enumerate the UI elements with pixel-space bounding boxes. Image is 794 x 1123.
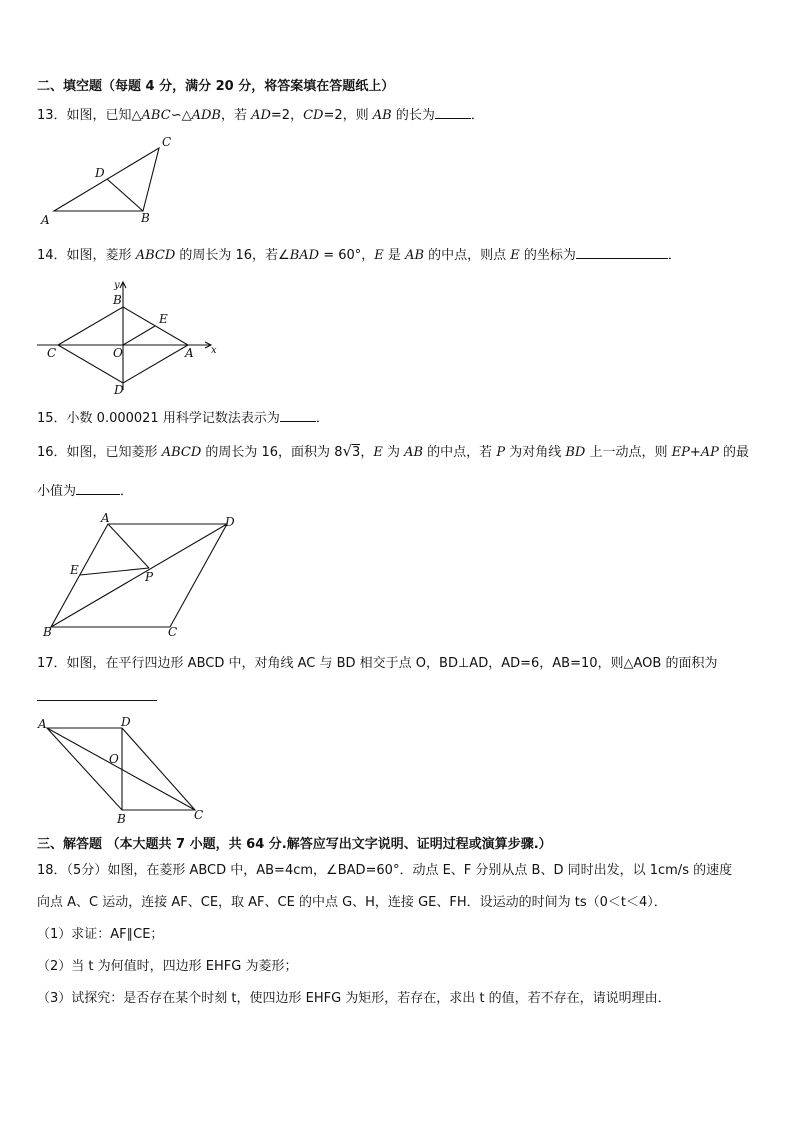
segment-ap — [108, 524, 149, 568]
label-c: C — [194, 808, 204, 822]
label-e: E — [159, 312, 168, 326]
label-c: C — [162, 135, 172, 149]
q14-figure — [35, 278, 235, 398]
label-c: C — [168, 625, 178, 639]
segment-ep — [80, 568, 149, 575]
triangle-abc — [54, 148, 159, 211]
section2-heading: 二、填空题（每题 4 分，满分 20 分，将答案填在答题纸上） — [37, 79, 395, 94]
section3-heading: 三、解答题 （本大题共 7 小题，共 64 分.解答应写出文字说明、证明过程或演算步骤.） — [37, 837, 552, 852]
label-x: x — [211, 345, 217, 356]
label-b: B — [141, 211, 150, 225]
label-y: y — [114, 280, 120, 291]
label-d: D — [114, 383, 124, 397]
label-o: O — [113, 346, 123, 360]
segment-db — [107, 179, 143, 211]
label-a: A — [38, 717, 47, 731]
sqrt-sign: √ — [342, 442, 353, 460]
label-d: D — [95, 166, 105, 180]
q16-figure — [35, 512, 255, 647]
answer-blank — [435, 105, 471, 119]
answer-blank — [280, 408, 316, 422]
label-c: C — [47, 346, 57, 360]
q16-text-line2: 小值为 ． — [37, 481, 133, 501]
q13-text: 13．如图，已知△ABC∽△ADB，若 AD=2，CD=2，则 AB 的长为 ． — [37, 105, 484, 125]
q18-part3: （3）试探究：是否存在某个时刻 t，使四边形 EHFG 为矩形，若存在，求出 t 的值，若不存在，请说明理由． — [37, 991, 671, 1006]
q18-part2: （2）当 t 为何值时，四边形 EHFG 为菱形； — [37, 959, 298, 974]
answer-blank — [576, 245, 668, 259]
q18-line1: 18．（5分）如图，在菱形 ABCD 中，AB=4cm，∠BAD=60°．动点 E、F 分别从点 B、D 同时出发，以 1cm/s 的速度 — [37, 863, 733, 878]
label-d: D — [225, 515, 235, 529]
answer-blank — [37, 700, 157, 701]
label-b: B — [43, 625, 52, 639]
label-b: B — [117, 812, 126, 826]
label-p: P — [145, 570, 154, 584]
q18-line2: 向点 A、C 运动，连接 AF、CE，取 AF、CE 的中点 G、H，连接 GE、FH．设运动的时间为 ts（0＜t＜4）． — [37, 895, 667, 910]
answer-blank — [76, 481, 120, 495]
label-b: B — [113, 293, 122, 307]
label-o: O — [109, 752, 119, 766]
q16-text-line1: 16．如图，已知菱形 ABCD 的周长为 16，面积为 8√3，E 为 AB 的中点，若 P 为对角线 BD 上一动点，则 EP+AP 的最 — [37, 442, 750, 460]
q17-figure — [35, 712, 215, 827]
segment-oe — [123, 326, 155, 345]
label-d: D — [121, 715, 131, 729]
q15-text: 15．小数 0.000021 用科学记数法表示为 ． — [37, 408, 329, 428]
q13-figure — [35, 130, 185, 230]
label-a: A — [101, 511, 110, 525]
label-a: A — [185, 346, 194, 360]
q14-text: 14．如图，菱形 ABCD 的周长为 16，若∠BAD = 60°，E 是 AB 的中点，则点 E 的坐标为 ． — [37, 245, 681, 265]
q18-part1: （1）求证：AF∥CE； — [37, 927, 164, 942]
q17-text: 17．如图，在平行四边形 ABCD 中，对角线 AC 与 BD 相交于点 O，BD⊥AD，AD=6，AB=10，则△AOB 的面积为 — [37, 656, 718, 671]
label-e: E — [70, 563, 79, 577]
label-a: A — [41, 213, 50, 227]
diagonal-ac — [47, 728, 195, 810]
